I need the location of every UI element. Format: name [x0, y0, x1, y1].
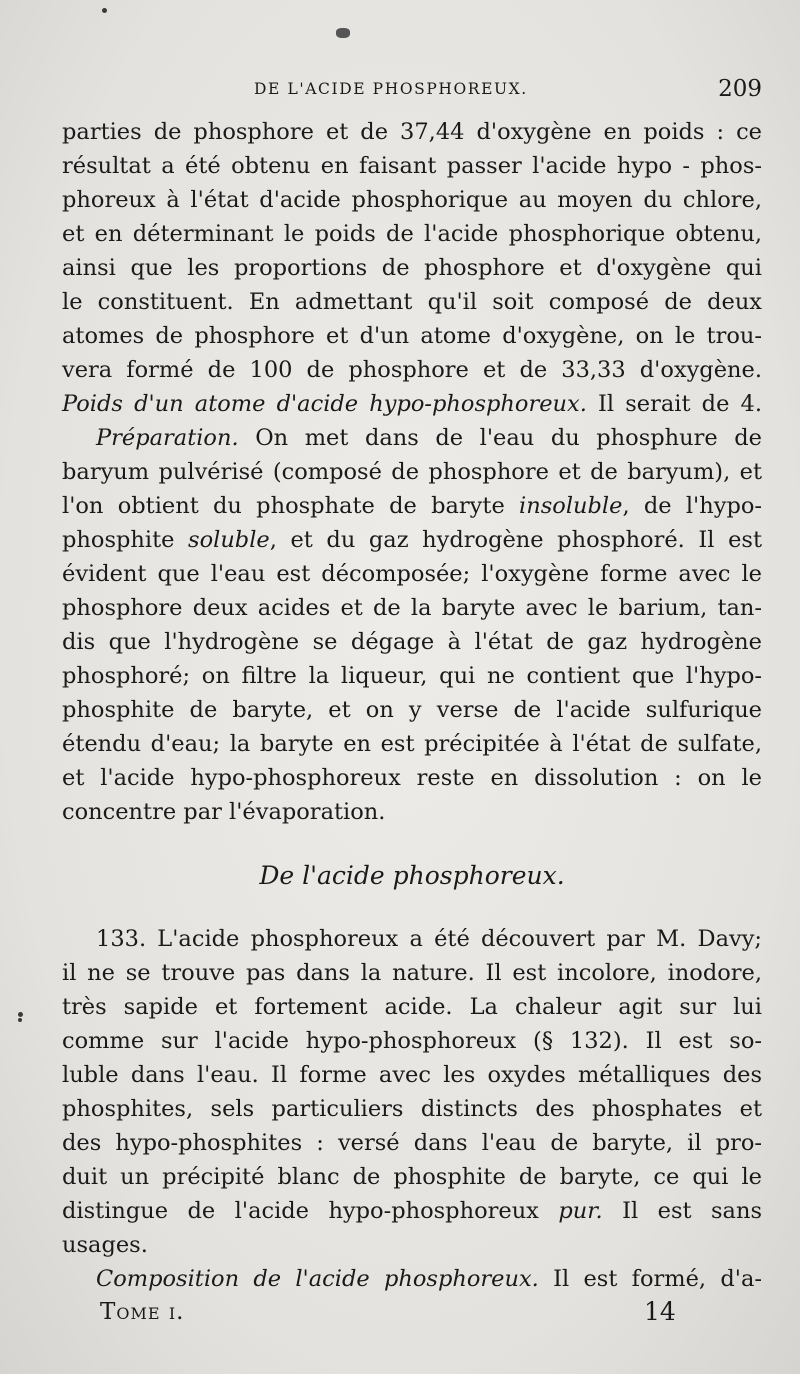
text-line: comme sur l'acide hypo-phosphoreux (§ 132). Il est so-	[62, 1028, 762, 1054]
text-line: phosphore deux acides et de la baryte avec le barium, tan-	[62, 595, 762, 621]
text-run: Il serait de 4.	[586, 391, 762, 417]
text-line: atomes de phosphore et d'un atome d'oxygène, on le trou-	[62, 323, 762, 349]
text-line	[62, 421, 762, 455]
text-line: il ne se trouve pas dans la nature. Il est incolore, inodore,	[62, 960, 762, 986]
text-line: phosphite de baryte, et on y verse de l'acide sulfurique	[62, 697, 762, 723]
page-header	[62, 76, 762, 106]
text-run: Il est formé, d'a-	[538, 1266, 762, 1292]
ink-speck	[18, 1018, 22, 1022]
text-line: duit un précipité blanc de phosphite de baryte, ce qui le	[62, 1164, 762, 1190]
text-run: distingue de l'acide hypo-phosphoreux	[62, 1198, 539, 1224]
gathering-signature: 14	[644, 1297, 676, 1326]
ink-speck	[102, 8, 107, 13]
text-line: 133. L'acide phosphoreux a été découvert par M. Davy;	[96, 926, 762, 952]
text-line: et en déterminant le poids de l'acide phosphorique obtenu,	[62, 221, 762, 247]
text-line: très sapide et fortement acide. La chaleur agit sur lui	[62, 994, 762, 1020]
text-run: l'on obtient du phosphate de baryte	[62, 493, 505, 519]
text-line	[62, 489, 762, 523]
text-line: usages.	[62, 1232, 148, 1258]
text-line	[62, 1194, 762, 1228]
ink-speck	[18, 1012, 23, 1017]
text-line: évident que l'eau est décomposée; l'oxygène forme avec le	[62, 561, 762, 587]
italic-run-heading: Préparation.	[96, 425, 239, 451]
page-number: 209	[718, 76, 762, 102]
text-line: phosphites, sels particuliers distincts des phosphates et	[62, 1096, 762, 1122]
text-line	[62, 1262, 762, 1296]
italic-word: pur.	[558, 1198, 603, 1224]
italic-run-heading: Poids d'un atome d'acide hypo-phosphoreux.	[62, 391, 587, 417]
text-line: résultat a été obtenu en faisant passer l'acide hypo - phos-	[62, 153, 762, 179]
italic-word: soluble	[188, 527, 270, 553]
text-line: vera formé de 100 de phosphore et de 33,33 d'oxygène.	[62, 357, 762, 383]
text-line: des hypo-phosphites : versé dans l'eau de baryte, il pro-	[62, 1130, 762, 1156]
ink-speck	[336, 28, 350, 38]
text-line: étendu d'eau; la baryte en est précipitée à l'état de sulfate,	[62, 731, 762, 757]
text-line: baryum pulvérisé (composé de phosphore et de baryum), et	[62, 459, 762, 485]
text-line: dis que l'hydrogène se dégage à l'état de gaz hydrogène	[62, 629, 762, 655]
volume-signature: Tome i.	[100, 1299, 185, 1325]
text-run: , de l'hypo-	[622, 493, 763, 519]
text-line: phosphoré; on filtre la liqueur, qui ne contient que l'hypo-	[62, 663, 762, 689]
text-line: parties de phosphore et de 37,44 d'oxygène en poids : ce	[62, 119, 762, 145]
section-heading: De l'acide phosphoreux.	[259, 861, 565, 890]
text-line	[62, 523, 762, 557]
text-line: le constituent. En admettant qu'il soit composé de deux	[62, 289, 762, 315]
text-line	[62, 387, 762, 421]
text-run: , et du gaz hydrogène phosphoré. Il est	[269, 527, 762, 553]
running-head: DE L'ACIDE PHOSPHOREUX.	[254, 80, 528, 98]
italic-word: insoluble	[519, 493, 623, 519]
italic-run-heading: Composition de l'acide phosphoreux.	[96, 1266, 539, 1292]
text-line: ainsi que les proportions de phosphore et d'oxygène qui	[62, 255, 762, 281]
text-run: On met dans de l'eau du phosphure de	[238, 425, 762, 451]
text-line: phoreux à l'état d'acide phosphorique au moyen du chlore,	[62, 187, 762, 213]
text-line: concentre par l'évaporation.	[62, 799, 386, 825]
text-line: et l'acide hypo-phosphoreux reste en dissolution : on le	[62, 765, 762, 791]
text-line: luble dans l'eau. Il forme avec les oxydes métalliques des	[62, 1062, 762, 1088]
text-run: phosphite	[62, 527, 175, 553]
text-run: Il est sans	[602, 1198, 762, 1224]
